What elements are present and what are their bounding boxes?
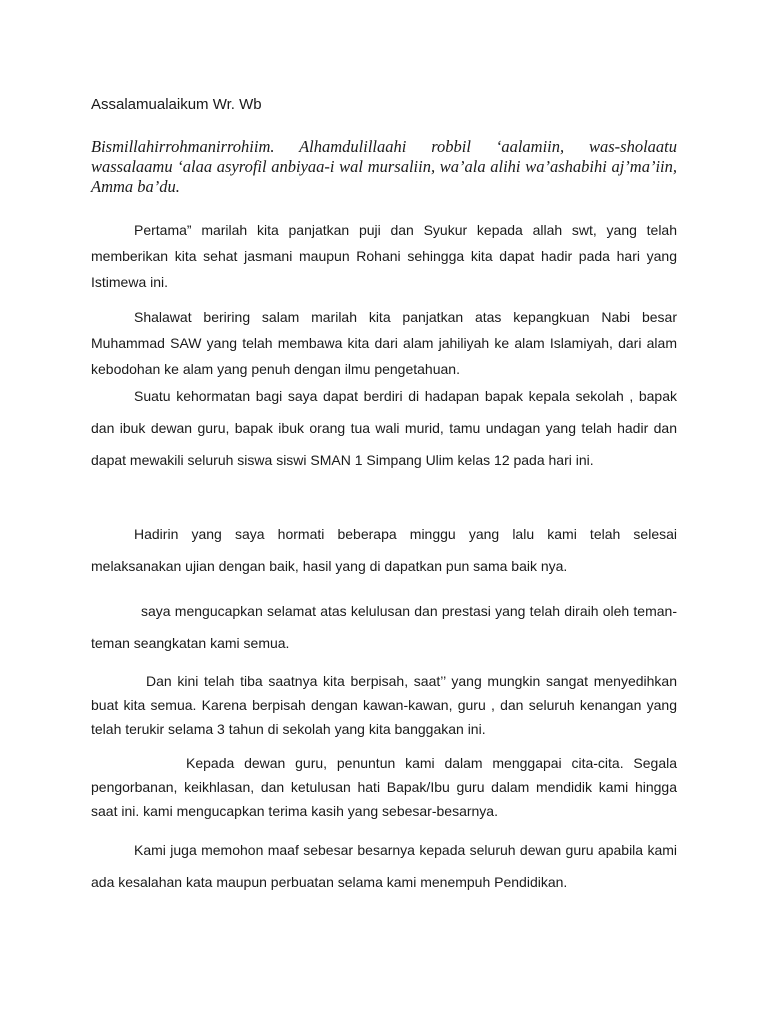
paragraph-5 xyxy=(91,595,677,659)
paragraph-6 xyxy=(91,669,677,741)
paragraph-5-text: saya mengucapkan selamat atas kelulusan dan prestasi yang telah diraih oleh teman-teman seangkatan kami semua. xyxy=(91,603,677,651)
paragraph-3 xyxy=(91,380,677,476)
paragraph-1-text: Pertama” marilah kita panjatkan puji dan Syukur kepada allah swt, yang telah memberikan kita sehat jasmani maupun Rohani sehingga kita dapat hadir pada hari yang Istimewa ini. xyxy=(91,222,677,290)
paragraph-3-text: Suatu kehormatan bagi saya dapat berdiri di hadapan bapak kepala sekolah , bapak dan ibuk dewan guru, bapak ibuk orang tua wali murid, tamu undagan yang telah hadir dan dapat mewakili seluruh siswa siswi SMAN 1 Simpang Ulim kelas 12 pada hari ini. xyxy=(91,388,677,468)
paragraph-4-text: Hadirin yang saya hormati beberapa minggu yang lalu kami telah selesai melaksanakan ujian dengan baik, hasil yang di dapatkan pun sama baik nya. xyxy=(91,526,677,574)
paragraph-6-text: Dan kini telah tiba saatnya kita berpisah, saat’’ yang mungkin sangat menyedihkan buat kita semua. Karena berpisah dengan kawan-kawan, guru , dan seluruh kenangan yang telah terukir selama 3 tahun di sekolah yang kita banggakan ini. xyxy=(91,673,677,737)
paragraph-8-text: Kami juga memohon maaf sebesar besarnya kepada seluruh dewan guru apabila kami ada kesalahan kata maupun perbuatan selama kami menempuh Pendidikan. xyxy=(91,842,677,890)
paragraph-2 xyxy=(91,304,677,382)
paragraph-2-text: Shalawat beriring salam marilah kita panjatkan atas kepangkuan Nabi besar Muhammad SAW yang telah membawa kita dari alam jahiliyah ke alam Islamiyah, dari alam kebodohan ke alam yang penuh dengan ilmu pengetahuan. xyxy=(91,309,677,377)
paragraph-7-text: Kepada dewan guru, penuntun kami dalam menggapai cita-cita. Segala pengorbanan, keikhlasan, dan ketulusan hati Bapak/Ibu guru dalam mendidik kami hingga saat ini. kami mengucapkan terima kasih yang sebesar-besarnya. xyxy=(91,755,677,819)
paragraph-4 xyxy=(91,518,677,582)
paragraph-7 xyxy=(91,751,677,823)
paragraph-8 xyxy=(91,834,677,898)
greeting-line: Assalamualaikum Wr. Wb xyxy=(91,96,262,113)
paragraph-1 xyxy=(91,217,677,295)
opening-prayer: Bismillahirrohmanirrohiim. Alhamdulillaahi robbil ‘aalamiin, was-sholaatu wassalaamu ‘alaa asyrofil anbiyaa-i wal mursaliin, wa’ala alihi wa’ashabihi aj’ma’iin, Amma ba’du. xyxy=(91,137,677,196)
